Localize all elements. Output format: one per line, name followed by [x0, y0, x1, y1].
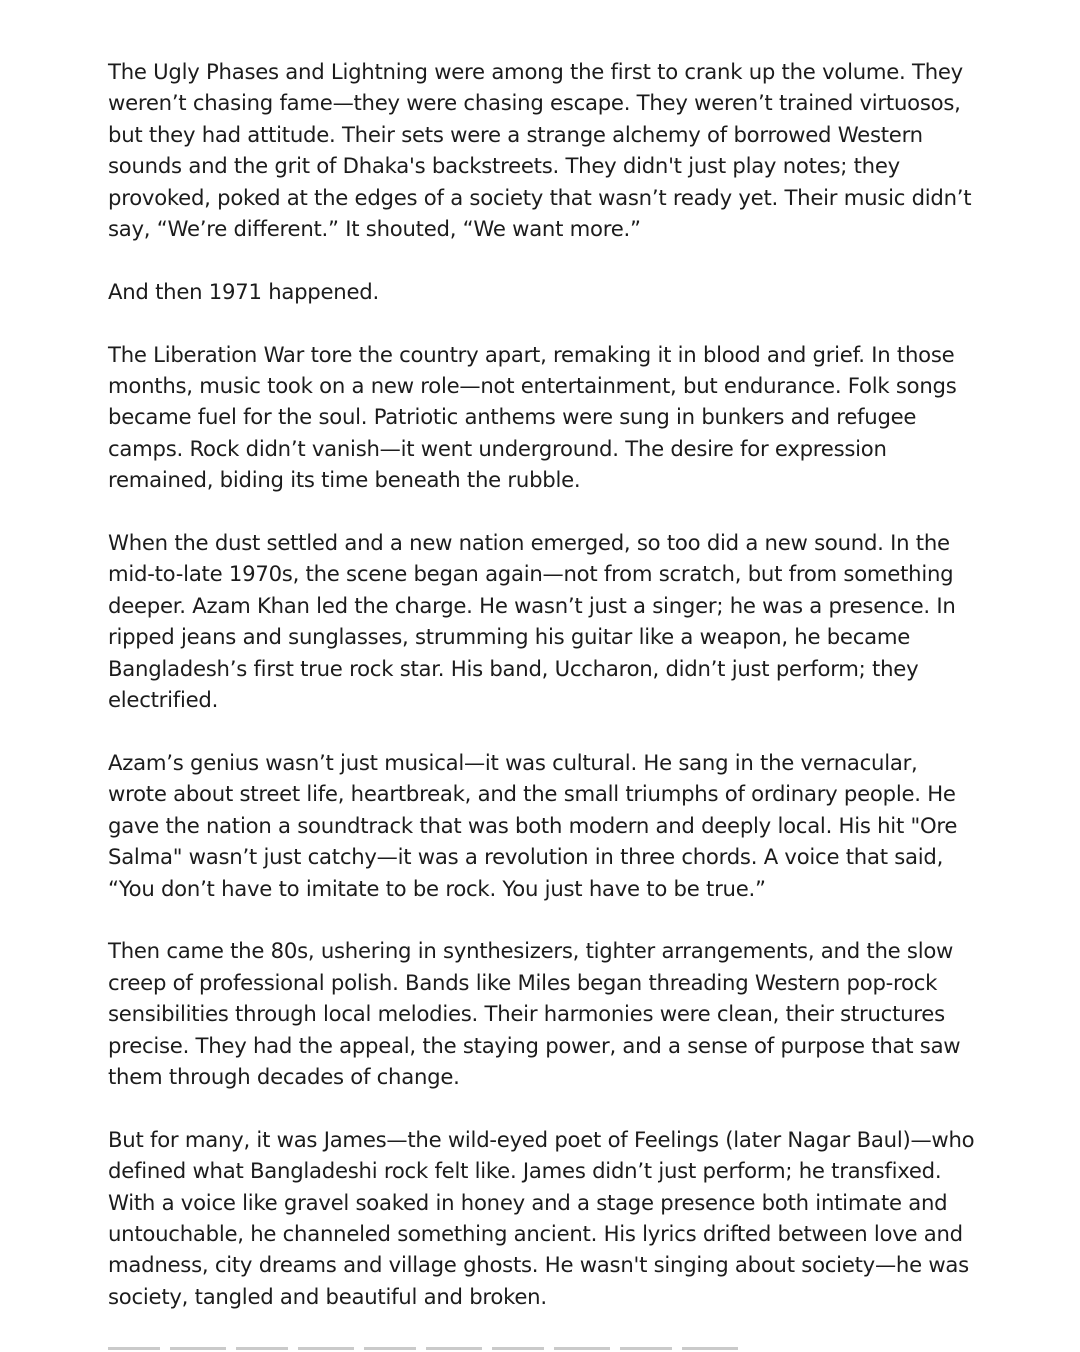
article-body — [108, 56, 980, 1344]
paragraph-80s-miles: Then came the 80s, ushering in synthesizers, tighter arrangements, and the slow creep of professional polish. Bands like Miles began threading Western pop-rock sensibilities through local melodies. Their harmonies were clean, their structures precise. They had the appeal, the staying power, and a sense of purpose that saw them through decades of change. — [108, 938, 961, 1089]
paragraph-azam-khan: When the dust settled and a new nation emerged, so too did a new sound. In the mid-to-late 1970s, the scene began again—not from scratch, but from something deeper. Azam Khan led the charge. He wasn’t just a singer; he was a presence. In ripped jeans and sunglasses, strumming his guitar like a weapon, he became Bangladesh’s first true rock star. His band, Uccharon, didn’t just perform; they electrified. — [108, 530, 956, 713]
paragraph-james: But for many, it was James—the wild-eyed poet of Feelings (later Nagar Baul)—who defined what Bangladeshi rock felt like. James didn’t just perform; he transfixed. With a voice like gravel soaked in honey and a stage presence both intimate and untouchable, he channeled something ancient. His lyrics drifted between love and madness, city dreams and village ghosts. He wasn't singing about society—he was society, tangled and beautiful and broken. — [108, 1126, 975, 1309]
paragraph-ugly-phases: The Ugly Phases and Lightning were among the first to crank up the volume. They weren’t chasing fame—they were chasing escape. They weren’t trained virtuosos, but they had attitude. Their sets were a strange alchemy of borrowed Western sounds and the grit of Dhaka's backstreets. They didn't just play notes; they provoked, poked at the edges of a society that wasn’t ready yet. Their music didn’t say, “We’re different.” It shouted, “We want more.” — [108, 59, 972, 242]
paragraph-liberation-war: The Liberation War tore the country apart, remaking it in blood and grief. In those months, music took on a new role—not entertainment, but endurance. Folk songs became fuel for the soul. Patriotic anthems were sung in bunkers and refugee camps. Rock didn’t vanish—it went underground. The desire for expression remained, biding its time beneath the rubble. — [108, 341, 957, 493]
paragraph-1971: And then 1971 happened. — [108, 278, 379, 304]
paragraph-azam-genius: Azam’s genius wasn’t just musical—it was cultural. He sang in the vernacular, wrote about street life, heartbreak, and the small triumphs of ordinary people. He gave the nation a soundtrack that was both modern and deeply local. His hit "Ore Salma" wasn’t just catchy—it was a revolution in three chords. A voice that said, “You don’t have to imitate to be rock. You just have to be true.” — [108, 749, 958, 901]
